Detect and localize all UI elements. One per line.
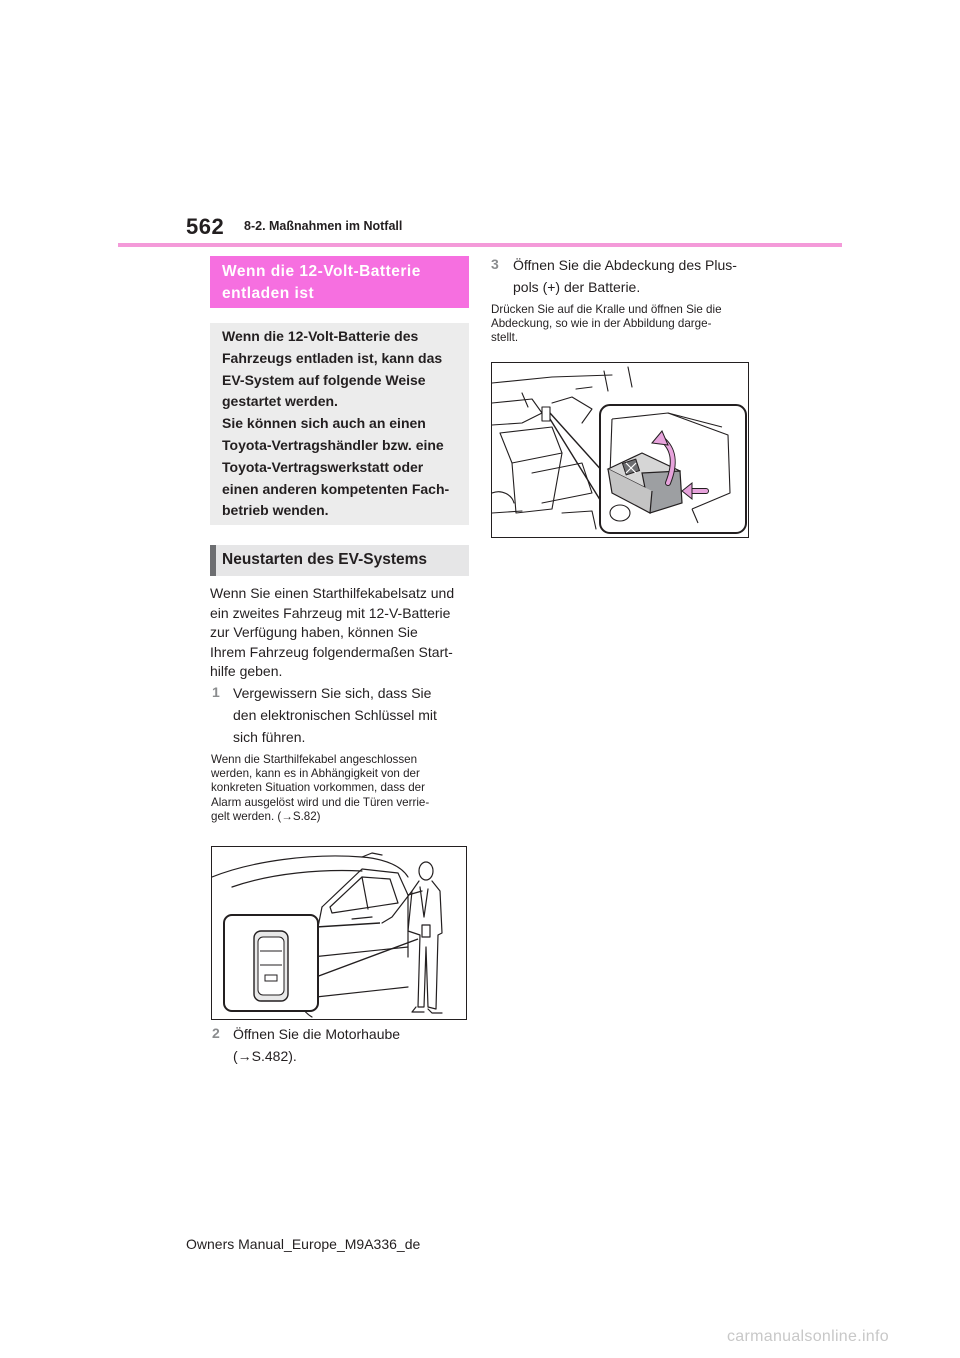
- note-line: gelt werden. (→S.82): [211, 809, 321, 823]
- illustration-smart-key: [211, 846, 467, 1020]
- step-note: [491, 303, 749, 346]
- info-line: Toyota-Vertragshändler bzw. eine: [222, 436, 444, 453]
- note-line: Wenn die Starthilfekabel angeschlossen: [211, 753, 418, 766]
- pink-heading-line: entladen ist: [222, 285, 315, 302]
- smart-key-illustration-svg: [212, 847, 466, 1019]
- info-line: gestartet werden.: [222, 393, 338, 410]
- step-line: den elektronischen Schlüssel mit: [233, 706, 437, 723]
- subsection-heading: Neustarten des EV-Systems: [222, 551, 428, 568]
- info-line: einen anderen kompetenten Fach-: [222, 480, 450, 497]
- section-reference: 8-2. Maßnahmen im Notfall: [244, 219, 403, 233]
- step-line: Öffnen Sie die Abdeckung des Plus-: [513, 257, 737, 273]
- step-number: 3: [491, 256, 499, 272]
- intro-line: Ihrem Fahrzeug folgendermaßen Start-: [210, 643, 453, 660]
- info-line: Wenn die 12-Volt-Batterie des: [222, 328, 419, 344]
- info-line: Toyota-Vertragswerkstatt oder: [222, 458, 424, 475]
- step-number: 1: [212, 684, 220, 700]
- footer-text: Owners Manual_Europe_M9A336_de: [186, 1236, 421, 1252]
- step-text: [233, 1024, 465, 1068]
- step-text: [513, 255, 753, 299]
- info-line: Fahrzeugs entladen ist, kann das: [222, 349, 443, 366]
- note-line: Drücken Sie auf die Kralle und öffnen Sie die: [491, 303, 722, 316]
- note-line: werden, kann es in Abhängigkeit von der: [211, 767, 420, 781]
- step-line: Vergewissern Sie sich, dass Sie: [233, 685, 432, 701]
- intro-line: hilfe geben.: [210, 663, 283, 680]
- intro-line: Wenn Sie einen Starthilfekabelsatz und: [210, 585, 455, 601]
- watermark: carmanualsonline.info: [727, 1328, 889, 1345]
- intro-line: zur Verfügung haben, können Sie: [210, 624, 418, 641]
- step-note: [211, 753, 469, 824]
- note-line: Abdeckung, so wie in der Abbildung darge-: [491, 317, 712, 331]
- step-line: pols (+) der Batterie.: [513, 278, 641, 295]
- info-line: betrieb wenden.: [222, 502, 329, 519]
- note-line: konkreten Situation vorkommen, dass der: [211, 781, 425, 795]
- step-number: 2: [212, 1025, 220, 1041]
- battery-cover-illustration-svg: [492, 363, 748, 537]
- header-rule: [118, 243, 842, 247]
- note-line: Alarm ausgelöst wird und die Türen verrie-: [211, 795, 430, 809]
- info-line: Sie können sich auch an einen: [222, 415, 426, 432]
- page-number: 562: [186, 214, 225, 239]
- intro-paragraph: [210, 584, 468, 682]
- info-line: EV-System auf folgende Weise: [222, 371, 426, 388]
- intro-line: ein zweites Fahrzeug mit 12-V-Batterie: [210, 604, 451, 621]
- key-fob-icon: [254, 931, 288, 1001]
- step-text: [233, 683, 465, 748]
- note-line: stellt.: [491, 331, 519, 345]
- step-line: sich führen.: [233, 728, 306, 745]
- step-line: Öffnen Sie die Motorhaube: [233, 1026, 401, 1042]
- step-line: (→S.482).: [233, 1047, 297, 1064]
- illustration-battery-cover: [491, 362, 749, 538]
- pink-heading-line: Wenn die 12-Volt-Batterie: [222, 263, 421, 280]
- info-box-text: [222, 326, 464, 522]
- pink-heading-title: [222, 261, 462, 305]
